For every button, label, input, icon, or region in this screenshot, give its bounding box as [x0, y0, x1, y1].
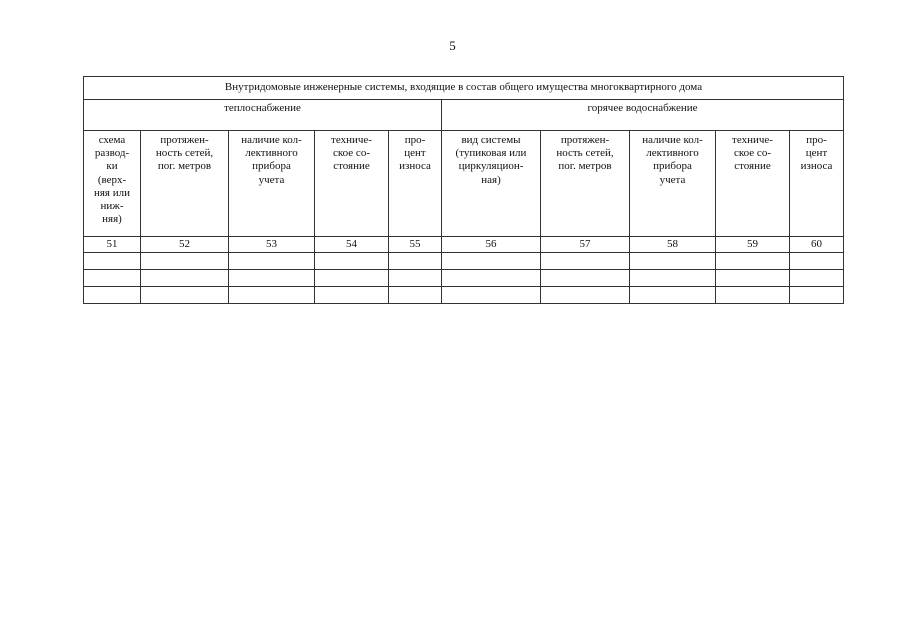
column-number: 58 [630, 237, 716, 253]
table-cell [315, 253, 389, 270]
table-cell [790, 270, 844, 287]
header-text: техниче- ское со- стояние [331, 134, 372, 173]
column-number: 51 [84, 237, 141, 253]
column-header [790, 131, 844, 237]
column-number: 60 [790, 237, 844, 253]
table-cell [141, 270, 229, 287]
table-cell [84, 287, 141, 304]
header-text: про- цент износа [800, 134, 833, 173]
column-header [84, 131, 141, 237]
table-cell [716, 253, 790, 270]
header-text: наличие кол- лективного прибора учета [642, 134, 703, 186]
column-header [541, 131, 630, 237]
table-cell [630, 287, 716, 304]
table-cell [229, 270, 315, 287]
table-cell [84, 270, 141, 287]
table-cell [630, 270, 716, 287]
header-text: протяжен- ность сетей, пог. метров [155, 134, 214, 173]
table-cell [389, 287, 442, 304]
table-cell [84, 253, 141, 270]
table-row [84, 287, 844, 304]
header-text: схема развод- ки (верх- няя или ниж- няя) [93, 134, 131, 226]
table-cell [389, 270, 442, 287]
table-cell [716, 270, 790, 287]
column-number: 59 [716, 237, 790, 253]
table-cell [315, 270, 389, 287]
table-cell [790, 287, 844, 304]
table-cell [442, 270, 541, 287]
table-cell [630, 253, 716, 270]
header-text: протяжен- ность сетей, пог. метров [556, 134, 614, 173]
table-cell [141, 253, 229, 270]
column-number: 56 [442, 237, 541, 253]
header-text: наличие кол- лективного прибора учета [241, 134, 302, 186]
table-cell [541, 287, 630, 304]
header-text: вид системы (тупиковая или циркуляцион- ная) [455, 134, 527, 186]
column-number-row [84, 237, 844, 253]
table-cell [141, 287, 229, 304]
column-number: 57 [541, 237, 630, 253]
column-header [716, 131, 790, 237]
table-cell [442, 287, 541, 304]
column-header [442, 131, 541, 237]
group-hot-water: горячее водоснабжение [442, 100, 844, 131]
group-heating: теплоснабжение [84, 100, 442, 131]
table-cell [315, 287, 389, 304]
column-header [141, 131, 229, 237]
column-number: 53 [229, 237, 315, 253]
engineering-systems-table [83, 76, 844, 304]
table-cell [389, 253, 442, 270]
column-header [630, 131, 716, 237]
table-row [84, 253, 844, 270]
table-cell [541, 270, 630, 287]
table-cell [229, 287, 315, 304]
table-cell [541, 253, 630, 270]
column-number: 54 [315, 237, 389, 253]
table-title: Внутридомовые инженерные системы, входящие в состав общего имущества многоквартирного дома [84, 77, 844, 100]
header-text: про- цент износа [399, 134, 431, 173]
header-text: техниче- ское со- стояние [732, 134, 773, 173]
page-number: 5 [449, 38, 456, 53]
table-cell [716, 287, 790, 304]
column-number: 52 [141, 237, 229, 253]
column-header [229, 131, 315, 237]
column-number: 55 [389, 237, 442, 253]
table-cell [790, 253, 844, 270]
table-cell [442, 253, 541, 270]
table-row [84, 270, 844, 287]
column-header [315, 131, 389, 237]
column-header [389, 131, 442, 237]
table-cell [229, 253, 315, 270]
